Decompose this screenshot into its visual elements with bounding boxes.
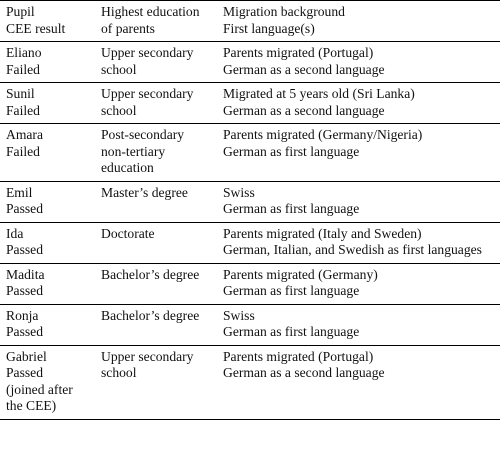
header-pupil-line: Pupil <box>6 4 35 19</box>
cell-line: Parents migrated (Germany) <box>223 266 378 282</box>
cell-migration <box>217 83 500 124</box>
cell-line: German as a second language <box>223 102 385 118</box>
cell-line: Ida <box>6 225 24 241</box>
table-row <box>0 42 500 83</box>
cell-line: German as first language <box>223 283 360 298</box>
cell-line: Passed <box>6 324 44 339</box>
cell-line: German as first language <box>223 201 360 216</box>
cell-migration <box>217 42 500 83</box>
cell-line: Emil <box>6 184 33 200</box>
cell-pupil <box>0 345 95 419</box>
cell-line: Failed <box>6 61 40 77</box>
cell-pupil <box>0 222 95 263</box>
table-row <box>0 345 500 419</box>
cell-line: Bachelor’s degree <box>101 307 200 323</box>
cell-line: (joined after <box>6 381 73 397</box>
cell-line: Swiss <box>223 184 255 200</box>
cell-pupil <box>0 42 95 83</box>
cell-line: German as a second language <box>223 365 385 380</box>
cell-migration <box>217 181 500 222</box>
cell-education <box>95 181 217 222</box>
cell-line: Parents migrated (Portugal) <box>223 45 374 60</box>
header-pupil <box>0 1 95 42</box>
cell-line: Failed <box>6 143 40 159</box>
cell-line: German as first language <box>223 324 360 339</box>
cell-line: Post-secondary <box>101 127 185 142</box>
cell-line: Madita <box>6 266 45 282</box>
cell-education <box>95 345 217 419</box>
cell-line: Eliano <box>6 45 42 60</box>
cell-line: Parents migrated (Portugal) <box>223 348 374 364</box>
cell-line: Passed <box>6 365 44 380</box>
cell-education <box>95 124 217 182</box>
cell-migration <box>217 263 500 304</box>
header-education-line: of parents <box>101 20 155 36</box>
cell-line: school <box>101 365 137 380</box>
cell-line: Passed <box>6 283 44 298</box>
cell-line: German as a second language <box>223 61 385 77</box>
table-row <box>0 304 500 345</box>
header-migration-line: Migration background <box>223 4 345 19</box>
cell-line: the CEE) <box>6 398 57 413</box>
cell-migration <box>217 345 500 419</box>
cell-pupil <box>0 304 95 345</box>
cell-migration <box>217 222 500 263</box>
cell-line: Master’s degree <box>101 184 188 200</box>
cell-migration <box>217 124 500 182</box>
table-row <box>0 263 500 304</box>
cell-line: non-tertiary <box>101 143 166 159</box>
cell-line: education <box>101 160 154 175</box>
header-migration-line: First language(s) <box>223 20 315 36</box>
table-row <box>0 124 500 182</box>
table-header-row <box>0 1 500 42</box>
cell-line: Passed <box>6 242 44 257</box>
cell-line: Ronja <box>6 307 39 323</box>
header-education-line: Highest education <box>101 4 200 19</box>
cell-line: Gabriel <box>6 348 47 364</box>
cell-pupil <box>0 124 95 182</box>
cell-line: Upper secondary <box>101 348 194 364</box>
cell-line: Failed <box>6 102 40 118</box>
cell-education <box>95 263 217 304</box>
header-pupil-line: CEE result <box>6 20 66 36</box>
cell-line: school <box>101 61 137 77</box>
cell-line: Parents migrated (Italy and Sweden) <box>223 225 422 241</box>
cell-line: school <box>101 102 137 118</box>
cell-education <box>95 304 217 345</box>
cell-migration <box>217 304 500 345</box>
cell-line: Parents migrated (Germany/Nigeria) <box>223 127 423 142</box>
cell-line: Amara <box>6 127 43 142</box>
cell-line: Migrated at 5 years old (Sri Lanka) <box>223 86 415 101</box>
table-row <box>0 222 500 263</box>
cell-education <box>95 42 217 83</box>
cell-line: Swiss <box>223 307 255 323</box>
cell-line: Upper secondary <box>101 86 194 101</box>
cell-education <box>95 222 217 263</box>
cell-line: Doctorate <box>101 225 155 241</box>
cell-education <box>95 83 217 124</box>
cell-pupil <box>0 181 95 222</box>
header-education <box>95 1 217 42</box>
cell-line: Upper secondary <box>101 45 194 60</box>
cell-line: Passed <box>6 201 44 216</box>
cell-line: Bachelor’s degree <box>101 266 200 282</box>
header-migration <box>217 1 500 42</box>
cell-line: German, Italian, and Swedish as first languages <box>223 242 482 257</box>
cell-pupil <box>0 263 95 304</box>
cell-line: German as first language <box>223 143 360 159</box>
table-row <box>0 181 500 222</box>
table-row <box>0 83 500 124</box>
cell-line: Sunil <box>6 86 35 101</box>
cell-pupil <box>0 83 95 124</box>
